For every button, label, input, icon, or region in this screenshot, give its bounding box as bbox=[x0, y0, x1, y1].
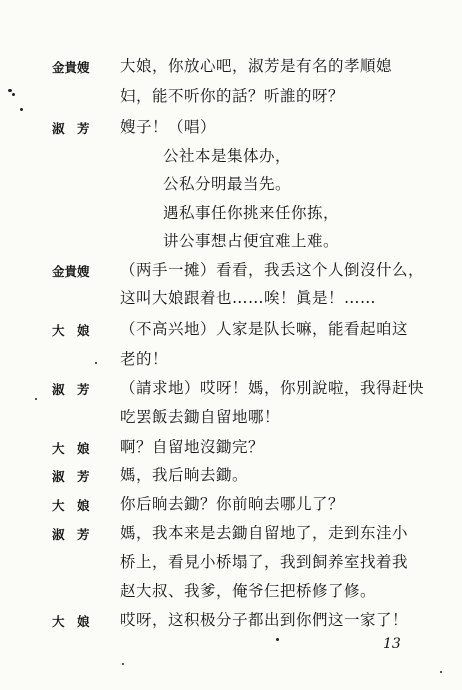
script-line bbox=[0, 549, 462, 579]
script-line bbox=[0, 257, 462, 287]
speaker-name: 淑 芳 bbox=[52, 121, 90, 136]
verse-text: 讲公事想占便宜难上难。 bbox=[163, 232, 340, 250]
dialogue-text: 嫂子！（唱） bbox=[120, 118, 217, 136]
dialogue-text: （不高兴地）人家是队长嘛，能看起咱这 bbox=[120, 320, 409, 338]
verse-text: 公私分明最当先。 bbox=[163, 175, 292, 193]
dialogue-text: 媽，我后晌去鋤。 bbox=[120, 466, 249, 484]
speaker-name: 大 娘 bbox=[52, 614, 90, 629]
dialogue-text: 桥上，看見小桥塌了，我到飼养室找着我 bbox=[120, 553, 409, 571]
script-line bbox=[0, 462, 462, 492]
script-line bbox=[0, 114, 462, 144]
verse-line bbox=[0, 200, 462, 230]
verse-line bbox=[0, 228, 462, 258]
dialogue-text: （两手一摊）看看，我丢这个人倒沒什么， bbox=[120, 261, 425, 279]
script-line bbox=[0, 316, 462, 346]
dialogue-text: 啊？自留地沒鋤完？ bbox=[120, 438, 265, 456]
dialogue-text: 大娘，你放心吧，淑芳是有名的孝順媳 bbox=[120, 57, 393, 75]
speaker-name: 金貴嫂 bbox=[52, 60, 90, 75]
print-speck bbox=[95, 362, 97, 364]
script-line bbox=[0, 83, 462, 113]
speaker-name: 金貴嫂 bbox=[52, 264, 90, 279]
dialogue-text: （請求地）哎呀！媽，你別說啦，我得赶快 bbox=[120, 379, 425, 397]
print-speck bbox=[35, 398, 37, 400]
verse-line bbox=[0, 143, 462, 173]
dialogue-text: 这叫大娘跟着也……唉！眞是！…… bbox=[120, 289, 377, 307]
dialogue-text: 吃罢飯去鋤自留地哪！ bbox=[120, 408, 281, 426]
speaker-name: 淑 芳 bbox=[52, 469, 90, 484]
script-line bbox=[0, 607, 462, 637]
script-line bbox=[0, 285, 462, 315]
print-speck bbox=[122, 663, 124, 665]
script-line bbox=[0, 578, 462, 608]
print-speck bbox=[8, 89, 12, 92]
script-line bbox=[0, 404, 462, 434]
page-number: 13 bbox=[383, 636, 401, 652]
verse-text: 公社本是集体办， bbox=[163, 147, 292, 165]
script-line bbox=[0, 346, 462, 376]
script-line bbox=[0, 53, 462, 83]
script-line bbox=[0, 520, 462, 550]
verse-text: 遇私事任你挑来任你拣， bbox=[163, 204, 340, 222]
script-line bbox=[0, 434, 462, 464]
script-line bbox=[0, 375, 462, 405]
dialogue-text: 你后晌去鋤？你前晌去哪儿了？ bbox=[120, 495, 345, 513]
print-speck bbox=[276, 638, 279, 641]
speaker-name: 大 娘 bbox=[52, 323, 90, 338]
dialogue-text: 哎呀，这积极分子都出到你們这一家了！ bbox=[120, 611, 409, 629]
verse-line bbox=[0, 171, 462, 201]
speaker-name: 淑 芳 bbox=[52, 382, 90, 397]
dialogue-text: 媽，我本来是去鋤自留地了，走到东洼小 bbox=[120, 524, 409, 542]
speaker-name: 大 娘 bbox=[52, 441, 90, 456]
print-speck bbox=[440, 671, 442, 673]
speaker-name: 大 娘 bbox=[52, 498, 90, 513]
script-line bbox=[0, 491, 462, 521]
dialogue-text: 老的！ bbox=[120, 350, 169, 368]
dialogue-text: 赵大叔、我爹，俺爷仨把桥修了修。 bbox=[120, 582, 377, 600]
speaker-name: 淑 芳 bbox=[52, 527, 90, 542]
print-speck bbox=[20, 108, 23, 111]
dialogue-text: 妇，能不听你的話？听誰的呀？ bbox=[120, 87, 345, 105]
print-speck bbox=[12, 93, 15, 96]
